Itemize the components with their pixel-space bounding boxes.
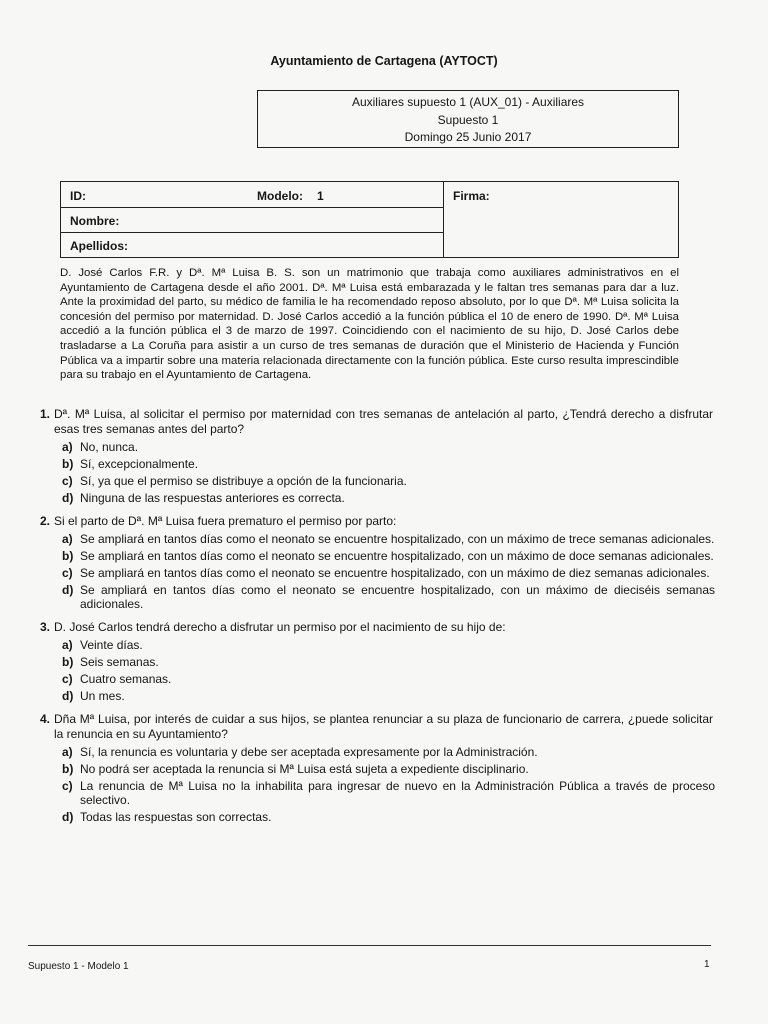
option-d xyxy=(62,689,715,703)
option-text: Se ampliará en tantos días como el neonato se encuentre hospitalizado, con un máximo de trece semanas adicionales. xyxy=(80,532,715,546)
option-text: Sí, ya que el permiso se distribuye a opción de la funcionaria. xyxy=(80,474,407,488)
option-label: a) xyxy=(62,440,73,454)
case-statement: D. José Carlos F.R. y Dª. Mª Luisa B. S. son un matrimonio que trabaja como auxiliares administrativos en el Ayuntamiento de Cartagena desde el año 2001. Dª. Mª Luisa está embarazada y le faltan tres semanas para dar a luz. Ante la proximidad del parto, su médico de familia le ha recomendado reposo absoluto, por lo que Dª. Mª Luisa solicita la concesión del permiso por maternidad. D. José Carlos accedió a la función pública el 10 de enero de 1990. Dª. Mª Luisa accedió a la función pública el 3 de marzo de 1997. Coincidiendo con el nacimiento de su hijo, D. José Carlos debe trasladarse a La Coruña para asistir a un curso de tres semanas de duración que el Ministerio de Hacienda y Función Pública va a impartir sobre una materia relacionada directamente con la función pública. Este curso resulta imprescindible para su trabajo en el Ayuntamiento de Cartagena. xyxy=(60,267,679,382)
option-c xyxy=(62,779,715,807)
question-1 xyxy=(40,407,715,505)
option-text: No, nunca. xyxy=(80,440,139,454)
question-text: Dña Mª Luisa, por interés de cuidar a sus hijos, se plantea renunciar a su plaza de funcionario de carrera, ¿puede solicitar la renuncia en su Ayuntamiento? xyxy=(54,712,713,741)
apellidos-label: Apellidos: xyxy=(70,239,129,253)
option-label: d) xyxy=(62,810,74,824)
option-text: No podrá ser aceptada la renuncia si Mª Luisa está sujeta a expediente disciplinario. xyxy=(80,762,529,776)
option-d xyxy=(62,583,715,611)
nombre-row xyxy=(61,207,443,233)
option-text: Veinte días. xyxy=(80,638,143,652)
question-4 xyxy=(40,712,715,824)
modelo-label: Modelo: xyxy=(257,189,303,203)
option-text: Sí, la renuncia es voluntaria y debe ser aceptada expresamente por la Administración. xyxy=(80,745,538,759)
question-text: Si el parto de Dª. Mª Luisa fuera prematuro el permiso por parto: xyxy=(54,514,397,528)
option-label: a) xyxy=(62,638,73,652)
question-number: 2. xyxy=(40,514,51,528)
option-d xyxy=(62,491,715,505)
page-number: 1 xyxy=(704,959,710,970)
option-label: c) xyxy=(62,566,73,580)
candidate-id-box xyxy=(60,181,679,258)
option-b xyxy=(62,655,715,669)
option-label: a) xyxy=(62,532,73,546)
question-2 xyxy=(40,514,715,611)
option-text: Todas las respuestas son correctas. xyxy=(80,810,272,824)
exam-name: Auxiliares supuesto 1 (AUX_01) - Auxiliares xyxy=(351,95,585,109)
option-b xyxy=(62,762,715,776)
option-c xyxy=(62,474,715,488)
question-list xyxy=(40,407,715,833)
exam-supuesto: Supuesto 1 xyxy=(437,112,499,127)
option-a xyxy=(62,532,715,546)
question-text: Dª. Mª Luisa, al solicitar el permiso por maternidad con tres semanas de antelación al parto, ¿Tendrá derecho a disfrutar esas tres semanas antes del parto? xyxy=(54,407,713,436)
option-label: d) xyxy=(62,689,74,703)
exam-date: Domingo 25 Junio 2017 xyxy=(404,130,532,144)
question-number: 1. xyxy=(40,407,51,421)
option-a xyxy=(62,638,715,652)
option-c xyxy=(62,566,715,580)
option-text: Se ampliará en tantos días como el neonato se encuentre hospitalizado, con un máximo de diez semanas adicionales. xyxy=(80,566,710,580)
id-label: ID: xyxy=(70,189,86,203)
option-a xyxy=(62,440,715,454)
option-text: Seis semanas. xyxy=(80,655,159,669)
option-text: Ninguna de las respuestas anteriores es correcta. xyxy=(80,491,345,505)
option-text: Se ampliará en tantos días como el neonato se encuentre hospitalizado, con un máximo de doce semanas adicionales. xyxy=(80,549,714,563)
exam-info-box xyxy=(257,90,679,148)
option-b xyxy=(62,457,715,471)
option-text: Se ampliará en tantos días como el neonato se encuentre hospitalizado, con un máximo de dieciséis semanas adicionales. xyxy=(80,583,715,611)
option-label: b) xyxy=(62,549,74,563)
option-b xyxy=(62,549,715,563)
modelo-value: 1 xyxy=(317,189,324,203)
option-label: b) xyxy=(62,762,74,776)
option-text: Un mes. xyxy=(80,689,125,703)
page-title: Ayuntamiento de Cartagena (AYTOCT) xyxy=(270,54,498,68)
option-label: b) xyxy=(62,655,74,669)
option-d xyxy=(62,810,715,824)
question-number: 4. xyxy=(40,712,51,726)
option-label: d) xyxy=(62,583,74,597)
option-label: d) xyxy=(62,491,74,505)
option-a xyxy=(62,745,715,759)
nombre-label: Nombre: xyxy=(70,214,120,228)
option-label: b) xyxy=(62,457,74,471)
option-label: c) xyxy=(62,474,73,488)
id-row xyxy=(61,182,443,208)
option-text: Sí, excepcionalmente. xyxy=(80,457,199,471)
option-text: Cuatro semanas. xyxy=(80,672,172,686)
option-label: a) xyxy=(62,745,73,759)
question-text: D. José Carlos tendrá derecho a disfrutar un permiso por el nacimiento de su hijo de: xyxy=(54,620,506,634)
firma-label: Firma: xyxy=(453,189,490,203)
option-label: c) xyxy=(62,672,73,686)
question-number: 3. xyxy=(40,620,51,634)
candidate-fields xyxy=(61,182,444,257)
option-c xyxy=(62,672,715,686)
footer-divider xyxy=(28,945,711,946)
option-label: c) xyxy=(62,779,73,793)
question-3 xyxy=(40,620,715,703)
footer-label: Supuesto 1 - Modelo 1 xyxy=(28,961,129,972)
apellidos-row xyxy=(61,232,443,257)
option-text: La renuncia de Mª Luisa no la inhabilita para ingresar de nuevo en la Administración Pública a través de proceso selectivo. xyxy=(80,779,715,807)
